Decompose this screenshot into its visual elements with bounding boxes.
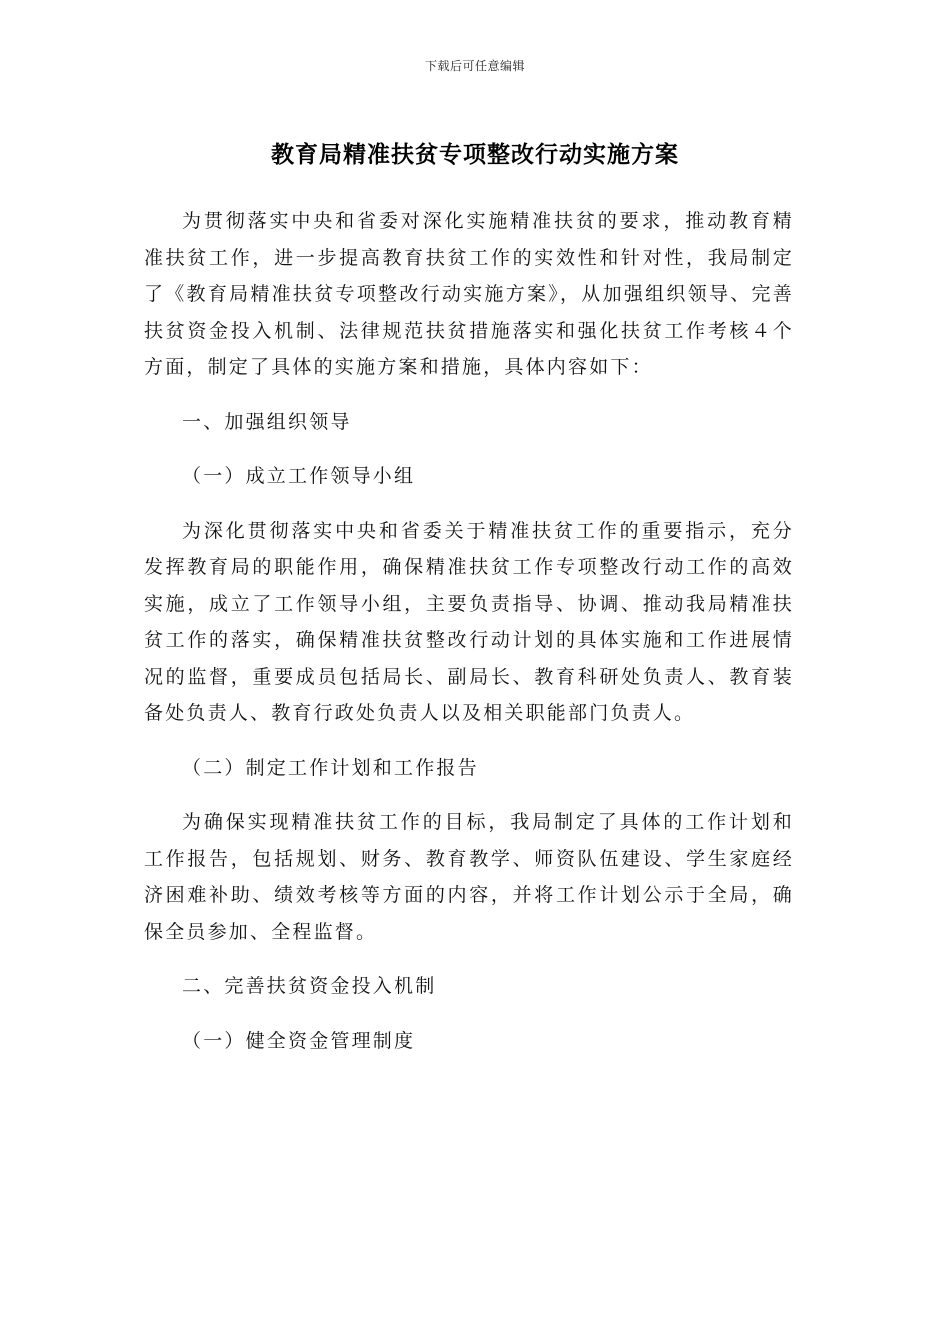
subsection-heading-2-1: （一）健全资金管理制度 bbox=[182, 1029, 416, 1052]
subsection-heading-1-1: （一）成立工作领导小组 bbox=[182, 465, 416, 487]
section-heading-2: 二、完善扶贫资金投入机制 bbox=[182, 975, 437, 997]
header-note: 下载后可任意编辑 bbox=[424, 59, 525, 73]
paragraph-intro: 为贯彻落实中央和省委对深化实施精准扶贫的要求，推动教育精准扶贫工作，进一步提高教育扶贫工作的实效性和针对性，我局制定了《教育局精准扶贫专项整改行动实施方案》，从加强组织领导、完善扶贫资金投入机制、法律规范扶贫措施落实和强化扶贫工作考核４个方面，制定了具体的实施方案和措施，具体内容如下： bbox=[144, 210, 794, 378]
section-heading-1: 一、加强组织领导 bbox=[182, 410, 352, 433]
subsection-heading-1-2: （二）制定工作计划和工作报告 bbox=[182, 756, 479, 779]
paragraph-work-plan: 为确保实现精准扶贫工作的目标，我局制定了具体的工作计划和工作报告，包括规划、财务、教育教学、师资队伍建设、学生家庭经济困难补助、绩效考核等方面的内容，并将工作计划公示于全局，确保全员参加、全程监督。 bbox=[144, 811, 794, 943]
paragraph-leadership-group: 为深化贯彻落实中央和省委关于精准扶贫工作的重要指示，充分发挥教育局的职能作用，确保精准扶贫工作专项整改行动工作的高效实施，成立了工作领导小组，主要负责指导、协调、推动我局精准扶贫工作的落实，确保精准扶贫整改行动计划的具体实施和工作进展情况的监督，重要成员包括局长、副局长、教育科研处负责人、教育装备处负责人、教育行政处负责人以及相关职能部门负责人。 bbox=[144, 519, 794, 724]
document-body bbox=[144, 203, 794, 1059]
document-title: 教育局精准扶贫专项整改行动实施方案 bbox=[271, 142, 679, 168]
